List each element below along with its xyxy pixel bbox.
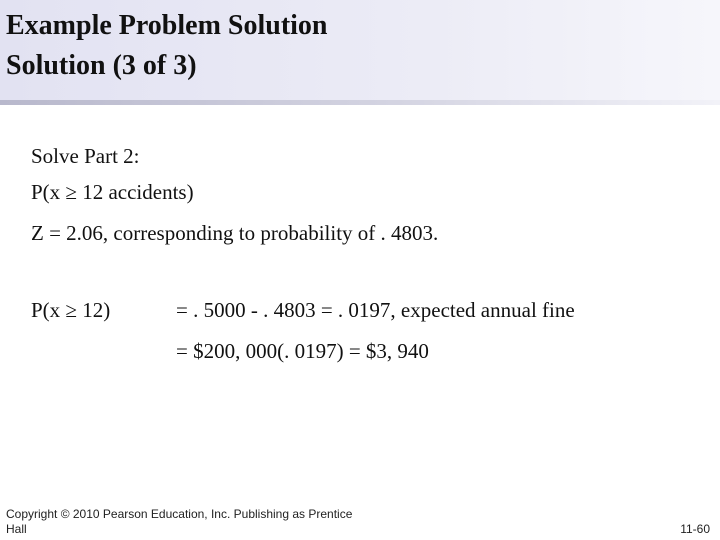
title-line-2: Solution (3 of 3) [6,50,197,81]
calc-line-fine: = $200, 000(. 0197) = $3, 940 [176,339,429,363]
page-number: 11-60 [680,522,710,536]
slide-title [6,6,328,86]
calc-line-probability: = . 5000 - . 4803 = . 0197, expected annual fine [176,298,575,322]
body-line-probability: P(x ≥ 12 accidents) [31,180,194,204]
body-line-z-score: Z = 2.06, corresponding to probability of . 4803. [31,221,439,245]
title-line-1: Example Problem Solution [6,10,328,41]
header-divider [0,100,720,105]
copyright-notice: Copyright © 2010 Pearson Education, Inc. Publishing as Prentice Hall [6,507,353,536]
calc-label: P(x ≥ 12) [31,298,111,322]
body-line-solve-part: Solve Part 2: [31,144,140,168]
